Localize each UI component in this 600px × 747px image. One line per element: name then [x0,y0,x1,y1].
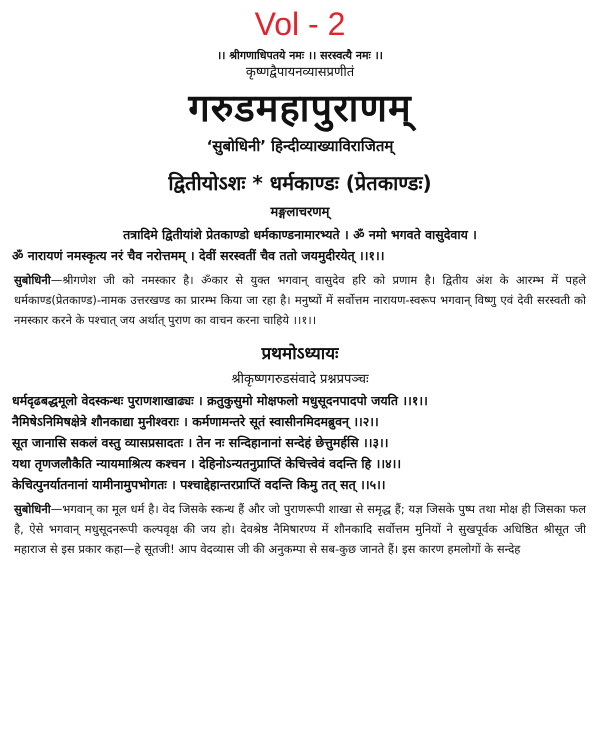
chapter-verses [0,390,600,495]
dialog-title: श्रीकृष्णगरुडसंवादे प्रश्नप्रपञ्चः [231,372,369,387]
intro-verses [0,224,600,266]
commentary-lead: सुबोधिनी [14,273,51,287]
verse-line: तत्रादिमे द्वितीयांशे प्रेतकाण्डो धर्मकाण्डनामारभ्यते । ॐ नमो भगवते वासुदेवाय । [123,227,477,242]
commentary-paragraph [0,499,600,559]
verse-line: धर्मदृढबद्धमूलो वेदस्कन्धः पुराणशाखाढ्यः । क्रतुकुसुमो मोक्षफलो मधुसूदनपादपो जयति ।।१।। [12,393,428,408]
verse-line: सूत जानासि सकलं वस्तु व्यासप्रसादतः । तेन नः सन्दिहानानां सन्देहं छेत्तुमर्हसि ।।३।। [12,435,389,450]
verse-line: केचित्पुनर्यातनानां यामीनामुपभोगतः । पश्चाद्देहान्तरप्राप्तिं वदन्ति किमु तत् सत् ।।५।। [12,477,386,492]
verse-line: यथा तृणजलौकैति न्यायमाश्रित्य कश्चन । देहिनोऽन्यतनुप्राप्तिं केचित्त्वेवं वदन्ति हि ।।४।। [12,456,402,471]
commentary-paragraph [0,270,600,330]
invocation-line: ।। श्रीगणाधिपतये नमः ।। सरस्वत्यै नमः ।। [217,49,383,62]
subtitle: ‘सुबोधिनी’ हिन्दीव्याख्याविराजितम् [206,137,394,155]
composer-line: कृष्णद्वैपायनव्यासप्रणीतं [245,65,355,80]
commentary-lead: सुबोधिनी [14,502,51,516]
volume-label: Vol - 2 [254,6,346,42]
commentary-text: —भगवान् का मूल धर्म है। वेद जिसके स्कन्ध हैं और जो पुराणरूपी शाखा से समृद्ध हैं; यज्ञ जिसके पुष्प तथा मोक्ष ही जिसका फल है, ऐसे भगवान् मधुसूदनरूपी कल्पवृक्ष की जय हो। देवश्रेष्ठ नैमिषारण्य में शौनकादि सर्वोत्तम मुनियों ने सुखपूर्वक अधिष्ठित श्रीसूत जी महाराज से इस प्रकार कहा—हे सूतजी! आप वेदव्यास जी की अनुकम्पा से सब-कुछ जानते हैं। इस कारण हमलोगों के सन्देह [14,502,586,556]
commentary-text: —श्रीगणेश जी को नमस्कार है। ॐकार से युक्त भगवान् वासुदेव हरि को प्रणाम है। द्वितीय अंश के आरम्भ में पहले धर्मकाण्ड(प्रेतकाण्ड)-नामक उत्तरखण्ड का प्रारम्भ किया जा रहा है। मनुष्यों में सर्वोत्तम नारायण-स्वरूप भगवान् विष्णु एवं देवी सरस्वती को नमस्कार करने के पश्चात् जय अर्थात् पुराण का वाचन करना चाहिये ।।१।। [14,273,586,327]
section-title: द्वितीयोऽशः * धर्मकाण्डः (प्रेतकाण्डः) [168,171,432,195]
main-title: गरुडमहापुराणम् [188,85,412,130]
verse-line: ॐ नारायणं नमस्कृत्य नरं चैव नरोत्तमम् । देवीं सरस्वतीं चैव ततो जयमुदीरयेत् ।।१।। [12,248,385,263]
verse-line: नैमिषेऽनिमिषक्षेत्रे शौनकाद्या मुनीश्वराः । कर्मणामन्तरे सूतं स्वासीनमिदमब्रुवन् ।।२।। [12,414,379,429]
chapter-title: प्रथमोऽध्यायः [261,344,339,364]
mangalacharan-heading: मङ्गलाचरणम् [270,205,330,220]
